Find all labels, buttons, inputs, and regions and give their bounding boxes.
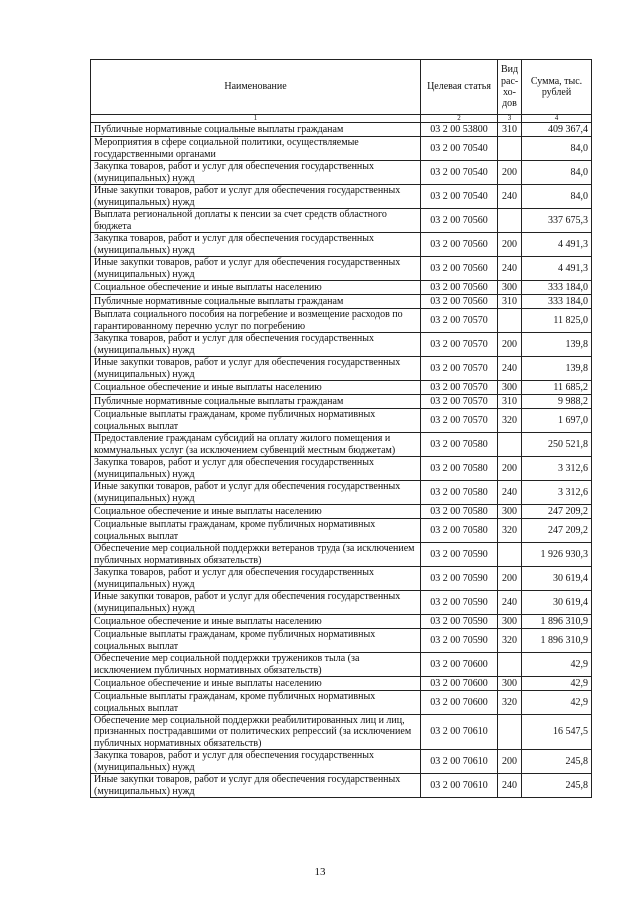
row-sum: 84,0	[522, 137, 592, 161]
row-target-article: 03 2 00 70540	[421, 137, 498, 161]
row-target-article: 03 2 00 70570	[421, 333, 498, 357]
row-target-article: 03 2 00 70540	[421, 161, 498, 185]
row-expense-kind: 310	[498, 395, 522, 409]
table-row	[91, 395, 592, 409]
row-name: Социальное обеспечение и иные выплаты населению	[91, 505, 421, 519]
table-row	[91, 519, 592, 543]
row-target-article: 03 2 00 70590	[421, 615, 498, 629]
table-row	[91, 357, 592, 381]
row-target-article: 03 2 00 70570	[421, 357, 498, 381]
row-sum: 42,9	[522, 653, 592, 677]
row-target-article: 03 2 00 70560	[421, 233, 498, 257]
row-sum: 11 825,0	[522, 309, 592, 333]
page-number: 13	[314, 866, 326, 878]
row-sum: 4 491,3	[522, 233, 592, 257]
header-expense-kind: Вид рас-хо-дов	[498, 60, 522, 115]
row-expense-kind: 320	[498, 629, 522, 653]
row-name: Закупка товаров, работ и услуг для обеспечения государственных (муниципальных) нужд	[91, 161, 421, 185]
row-target-article: 03 2 00 70590	[421, 629, 498, 653]
row-sum: 1 896 310,9	[522, 629, 592, 653]
row-name: Социальные выплаты гражданам, кроме публичных нормативных социальных выплат	[91, 691, 421, 715]
row-sum: 42,9	[522, 691, 592, 715]
row-sum: 337 675,3	[522, 209, 592, 233]
table-row	[91, 433, 592, 457]
row-sum: 84,0	[522, 161, 592, 185]
table-row	[91, 309, 592, 333]
header-row	[91, 60, 592, 115]
row-expense-kind	[498, 137, 522, 161]
table-row	[91, 409, 592, 433]
table-row	[91, 381, 592, 395]
row-target-article: 03 2 00 70580	[421, 519, 498, 543]
table-row	[91, 161, 592, 185]
row-name: Выплата региональной доплаты к пенсии за счет средств областного бюджета	[91, 209, 421, 233]
row-name: Иные закупки товаров, работ и услуг для обеспечения государственных (муниципальных) нужд	[91, 257, 421, 281]
budget-table	[90, 59, 592, 798]
row-target-article: 03 2 00 70590	[421, 567, 498, 591]
row-sum: 333 184,0	[522, 295, 592, 309]
row-target-article: 03 2 00 70560	[421, 281, 498, 295]
row-target-article: 03 2 00 70560	[421, 295, 498, 309]
table-row	[91, 333, 592, 357]
row-target-article: 03 2 00 70560	[421, 257, 498, 281]
table-row	[91, 137, 592, 161]
table-row	[91, 653, 592, 677]
row-target-article: 03 2 00 70600	[421, 653, 498, 677]
row-name: Иные закупки товаров, работ и услуг для обеспечения государственных (муниципальных) нужд	[91, 357, 421, 381]
row-expense-kind	[498, 543, 522, 567]
row-sum: 333 184,0	[522, 281, 592, 295]
row-sum: 84,0	[522, 185, 592, 209]
table-row	[91, 505, 592, 519]
row-sum: 1 926 930,3	[522, 543, 592, 567]
header-target-article: Целевая статья	[421, 60, 498, 115]
row-target-article: 03 2 00 70610	[421, 750, 498, 774]
row-expense-kind: 300	[498, 615, 522, 629]
row-name: Иные закупки товаров, работ и услуг для обеспечения государственных (муниципальных) нужд	[91, 185, 421, 209]
row-target-article: 03 2 00 70570	[421, 381, 498, 395]
row-name: Публичные нормативные социальные выплаты гражданам	[91, 395, 421, 409]
row-expense-kind	[498, 653, 522, 677]
row-expense-kind: 240	[498, 774, 522, 798]
table-row	[91, 750, 592, 774]
table-row	[91, 257, 592, 281]
table-body	[91, 123, 592, 798]
row-name: Социальные выплаты гражданам, кроме публичных нормативных социальных выплат	[91, 409, 421, 433]
header-number-4: 4	[522, 115, 592, 123]
row-expense-kind: 300	[498, 281, 522, 295]
row-expense-kind: 320	[498, 691, 522, 715]
row-name: Социальные выплаты гражданам, кроме публичных нормативных социальных выплат	[91, 519, 421, 543]
row-expense-kind: 200	[498, 161, 522, 185]
table-row	[91, 185, 592, 209]
row-sum: 1 896 310,9	[522, 615, 592, 629]
row-target-article: 03 2 00 70570	[421, 395, 498, 409]
row-expense-kind: 240	[498, 185, 522, 209]
row-name: Закупка товаров, работ и услуг для обеспечения государственных (муниципальных) нужд	[91, 333, 421, 357]
row-target-article: 03 2 00 53800	[421, 123, 498, 137]
table-row	[91, 615, 592, 629]
row-sum: 250 521,8	[522, 433, 592, 457]
row-sum: 16 547,5	[522, 715, 592, 750]
table-row	[91, 281, 592, 295]
table-row	[91, 209, 592, 233]
table-row	[91, 629, 592, 653]
table-row	[91, 591, 592, 615]
table-row	[91, 233, 592, 257]
table-row	[91, 481, 592, 505]
row-target-article: 03 2 00 70590	[421, 543, 498, 567]
row-name: Выплата социального пособия на погребение и возмещение расходов по гарантированному перечню услуг по погребению	[91, 309, 421, 333]
row-sum: 30 619,4	[522, 591, 592, 615]
header-number-3: 3	[498, 115, 522, 123]
row-sum: 4 491,3	[522, 257, 592, 281]
row-name: Обеспечение мер социальной поддержки ветеранов труда (за исключением публичных нормативных обязательств)	[91, 543, 421, 567]
row-sum: 245,8	[522, 750, 592, 774]
row-name: Социальное обеспечение и иные выплаты населению	[91, 381, 421, 395]
row-name: Публичные нормативные социальные выплаты гражданам	[91, 295, 421, 309]
header-name: Наименование	[91, 60, 421, 115]
row-target-article: 03 2 00 70570	[421, 409, 498, 433]
table-row	[91, 774, 592, 798]
row-expense-kind: 240	[498, 591, 522, 615]
row-sum: 42,9	[522, 677, 592, 691]
row-name: Предоставление гражданам субсидий на оплату жилого помещения и коммунальных услуг (за исключением субвенций местным бюджетам)	[91, 433, 421, 457]
row-target-article: 03 2 00 70590	[421, 591, 498, 615]
row-expense-kind: 200	[498, 233, 522, 257]
row-name: Социальное обеспечение и иные выплаты населению	[91, 281, 421, 295]
row-expense-kind: 240	[498, 257, 522, 281]
row-expense-kind: 240	[498, 357, 522, 381]
row-target-article: 03 2 00 70580	[421, 505, 498, 519]
row-name: Публичные нормативные социальные выплаты гражданам	[91, 123, 421, 137]
row-expense-kind: 300	[498, 505, 522, 519]
row-target-article: 03 2 00 70600	[421, 691, 498, 715]
row-sum: 9 988,2	[522, 395, 592, 409]
row-expense-kind: 300	[498, 677, 522, 691]
header-number-2: 2	[421, 115, 498, 123]
row-sum: 11 685,2	[522, 381, 592, 395]
row-expense-kind: 200	[498, 750, 522, 774]
row-sum: 1 697,0	[522, 409, 592, 433]
row-target-article: 03 2 00 70580	[421, 457, 498, 481]
row-name: Обеспечение мер социальной поддержки тружеников тыла (за исключением публичных нормативных обязательств)	[91, 653, 421, 677]
header-number-1: 1	[91, 115, 421, 123]
row-name: Иные закупки товаров, работ и услуг для обеспечения государственных (муниципальных) нужд	[91, 591, 421, 615]
row-name: Социальное обеспечение и иные выплаты населению	[91, 615, 421, 629]
row-target-article: 03 2 00 70610	[421, 774, 498, 798]
row-sum: 247 209,2	[522, 505, 592, 519]
table-row	[91, 691, 592, 715]
row-expense-kind	[498, 715, 522, 750]
table-row	[91, 123, 592, 137]
table-row	[91, 567, 592, 591]
table-row	[91, 295, 592, 309]
header-sum: Сумма, тыс. рублей	[522, 60, 592, 115]
row-target-article: 03 2 00 70580	[421, 433, 498, 457]
row-expense-kind: 200	[498, 457, 522, 481]
row-expense-kind: 300	[498, 381, 522, 395]
table-row	[91, 543, 592, 567]
row-sum: 3 312,6	[522, 457, 592, 481]
row-name: Иные закупки товаров, работ и услуг для обеспечения государственных (муниципальных) нужд	[91, 774, 421, 798]
row-target-article: 03 2 00 70580	[421, 481, 498, 505]
row-expense-kind: 200	[498, 567, 522, 591]
row-expense-kind: 240	[498, 481, 522, 505]
row-expense-kind	[498, 209, 522, 233]
table-row	[91, 457, 592, 481]
header-number-row	[91, 115, 592, 123]
row-sum: 139,8	[522, 357, 592, 381]
row-name: Обеспечение мер социальной поддержки реабилитированных лиц и лиц, признанных пострадавшими от политических репрессий (за исключением публичных нормативных обязательств)	[91, 715, 421, 750]
row-name: Мероприятия в сфере социальной политики, осуществляемые государственными органами	[91, 137, 421, 161]
row-target-article: 03 2 00 70540	[421, 185, 498, 209]
row-expense-kind	[498, 433, 522, 457]
row-target-article: 03 2 00 70600	[421, 677, 498, 691]
row-expense-kind: 200	[498, 333, 522, 357]
row-expense-kind	[498, 309, 522, 333]
row-expense-kind: 320	[498, 519, 522, 543]
row-expense-kind: 320	[498, 409, 522, 433]
row-sum: 245,8	[522, 774, 592, 798]
table-row	[91, 677, 592, 691]
row-name: Закупка товаров, работ и услуг для обеспечения государственных (муниципальных) нужд	[91, 567, 421, 591]
row-expense-kind: 310	[498, 123, 522, 137]
row-sum: 3 312,6	[522, 481, 592, 505]
row-name: Закупка товаров, работ и услуг для обеспечения государственных (муниципальных) нужд	[91, 233, 421, 257]
row-name: Социальные выплаты гражданам, кроме публичных нормативных социальных выплат	[91, 629, 421, 653]
row-sum: 247 209,2	[522, 519, 592, 543]
row-sum: 30 619,4	[522, 567, 592, 591]
row-target-article: 03 2 00 70570	[421, 309, 498, 333]
table-row	[91, 715, 592, 750]
row-name: Иные закупки товаров, работ и услуг для обеспечения государственных (муниципальных) нужд	[91, 481, 421, 505]
row-sum: 409 367,4	[522, 123, 592, 137]
row-target-article: 03 2 00 70610	[421, 715, 498, 750]
row-name: Закупка товаров, работ и услуг для обеспечения государственных (муниципальных) нужд	[91, 457, 421, 481]
row-target-article: 03 2 00 70560	[421, 209, 498, 233]
row-sum: 139,8	[522, 333, 592, 357]
row-name: Закупка товаров, работ и услуг для обеспечения государственных (муниципальных) нужд	[91, 750, 421, 774]
row-expense-kind: 310	[498, 295, 522, 309]
row-name: Социальное обеспечение и иные выплаты населению	[91, 677, 421, 691]
